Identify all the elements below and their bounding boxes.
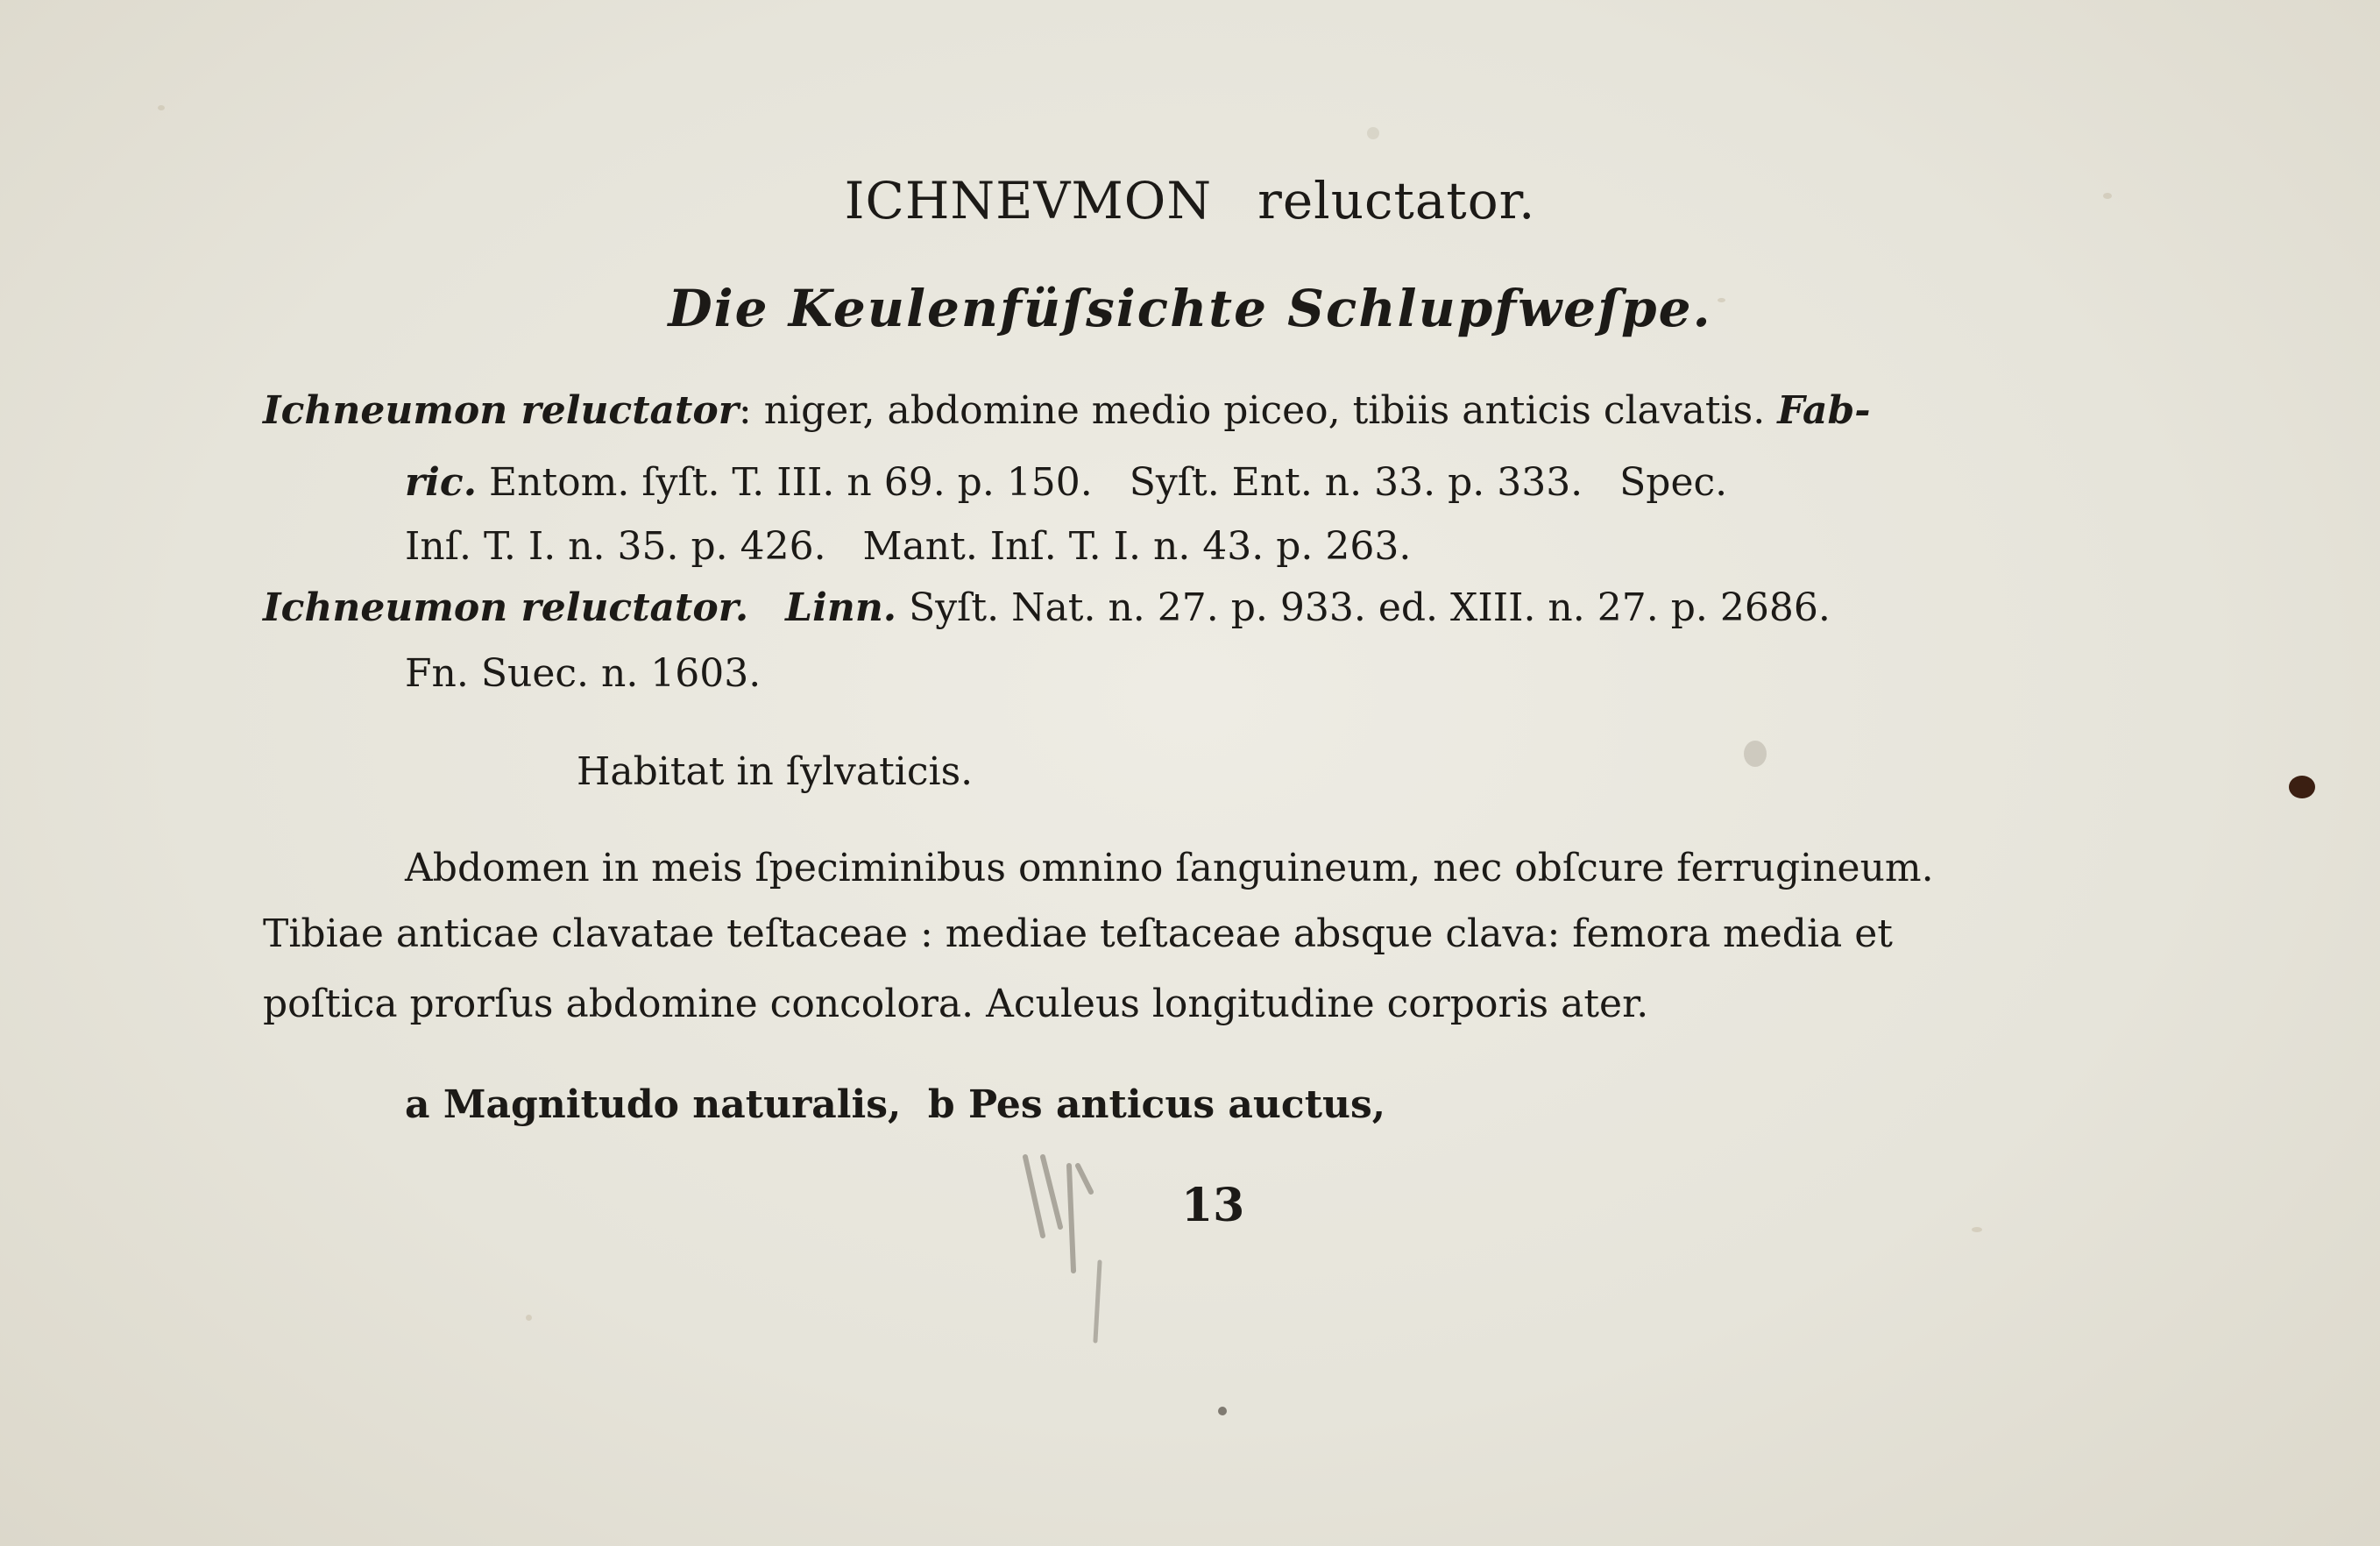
- plate-number: 13: [1181, 1179, 1245, 1232]
- reference-author: Fab-: [1777, 388, 1871, 433]
- reference-author: Linn.: [785, 585, 897, 630]
- page-subtitle: Die Keulenfüſsichte Schlupfweſpe.: [668, 279, 1712, 338]
- figure-caption: a Magnitudo naturalis, b Pes anticus auctus,: [405, 1082, 1386, 1127]
- habitat-line: Habitat in ſylvaticis.: [577, 749, 974, 794]
- page-title: [0, 171, 2380, 230]
- reference-text: Entom. ſyſt. T. III. n 69. p. 150. Syſt. Ent. n. 33. p. 333. Spec.: [489, 460, 1728, 505]
- reference-text: Fn. Suec. n. 1603.: [405, 651, 761, 696]
- reference-taxon-name: Ichneumon reluctator.: [263, 585, 749, 630]
- reference-line: [263, 585, 1831, 630]
- paper-speck: [526, 1315, 532, 1321]
- reference-line: [405, 524, 1411, 569]
- reference-line: [405, 460, 1727, 505]
- reference-taxon-name: Ichneumon reluctator: [263, 388, 739, 433]
- ink-blot: [2289, 776, 2315, 798]
- reference-text: Syſt. Nat. n. 27. p. 933. ed. XIII. n. 27. p. 2686.: [909, 585, 1831, 630]
- paper-speck: [1218, 1407, 1227, 1415]
- description-line: poſtica prorſus abdomine concolora. Aculeus longitudine corporis ater.: [263, 982, 1649, 1026]
- paper-speck: [1367, 127, 1379, 139]
- title-genus: ICHNEVMON: [844, 171, 1213, 230]
- description-line: Tibiae anticae clavatae teſtaceae : mediae teſtaceae absque clava: femora media et: [263, 911, 1893, 956]
- reference-line: [405, 651, 761, 696]
- reference-line: [263, 388, 1871, 433]
- paper-speck: [1972, 1227, 1982, 1232]
- reference-author: ric.: [405, 460, 478, 505]
- pencil-annotation: [1008, 1139, 1148, 1350]
- reference-text: Inſ. T. I. n. 35. p. 426. Mant. Inſ. T. I. n. 43. p. 263.: [405, 524, 1412, 569]
- paper-speck: [1744, 741, 1767, 767]
- title-species: reluctator.: [1257, 171, 1536, 230]
- reference-text: : niger, abdomine medio piceo, tibiis anticis clavatis.: [738, 388, 1766, 433]
- paper-speck: [158, 105, 165, 110]
- description-line: Abdomen in meis ſpeciminibus omnino ſanguineum, nec obſcure ferrugineum.: [405, 846, 1934, 890]
